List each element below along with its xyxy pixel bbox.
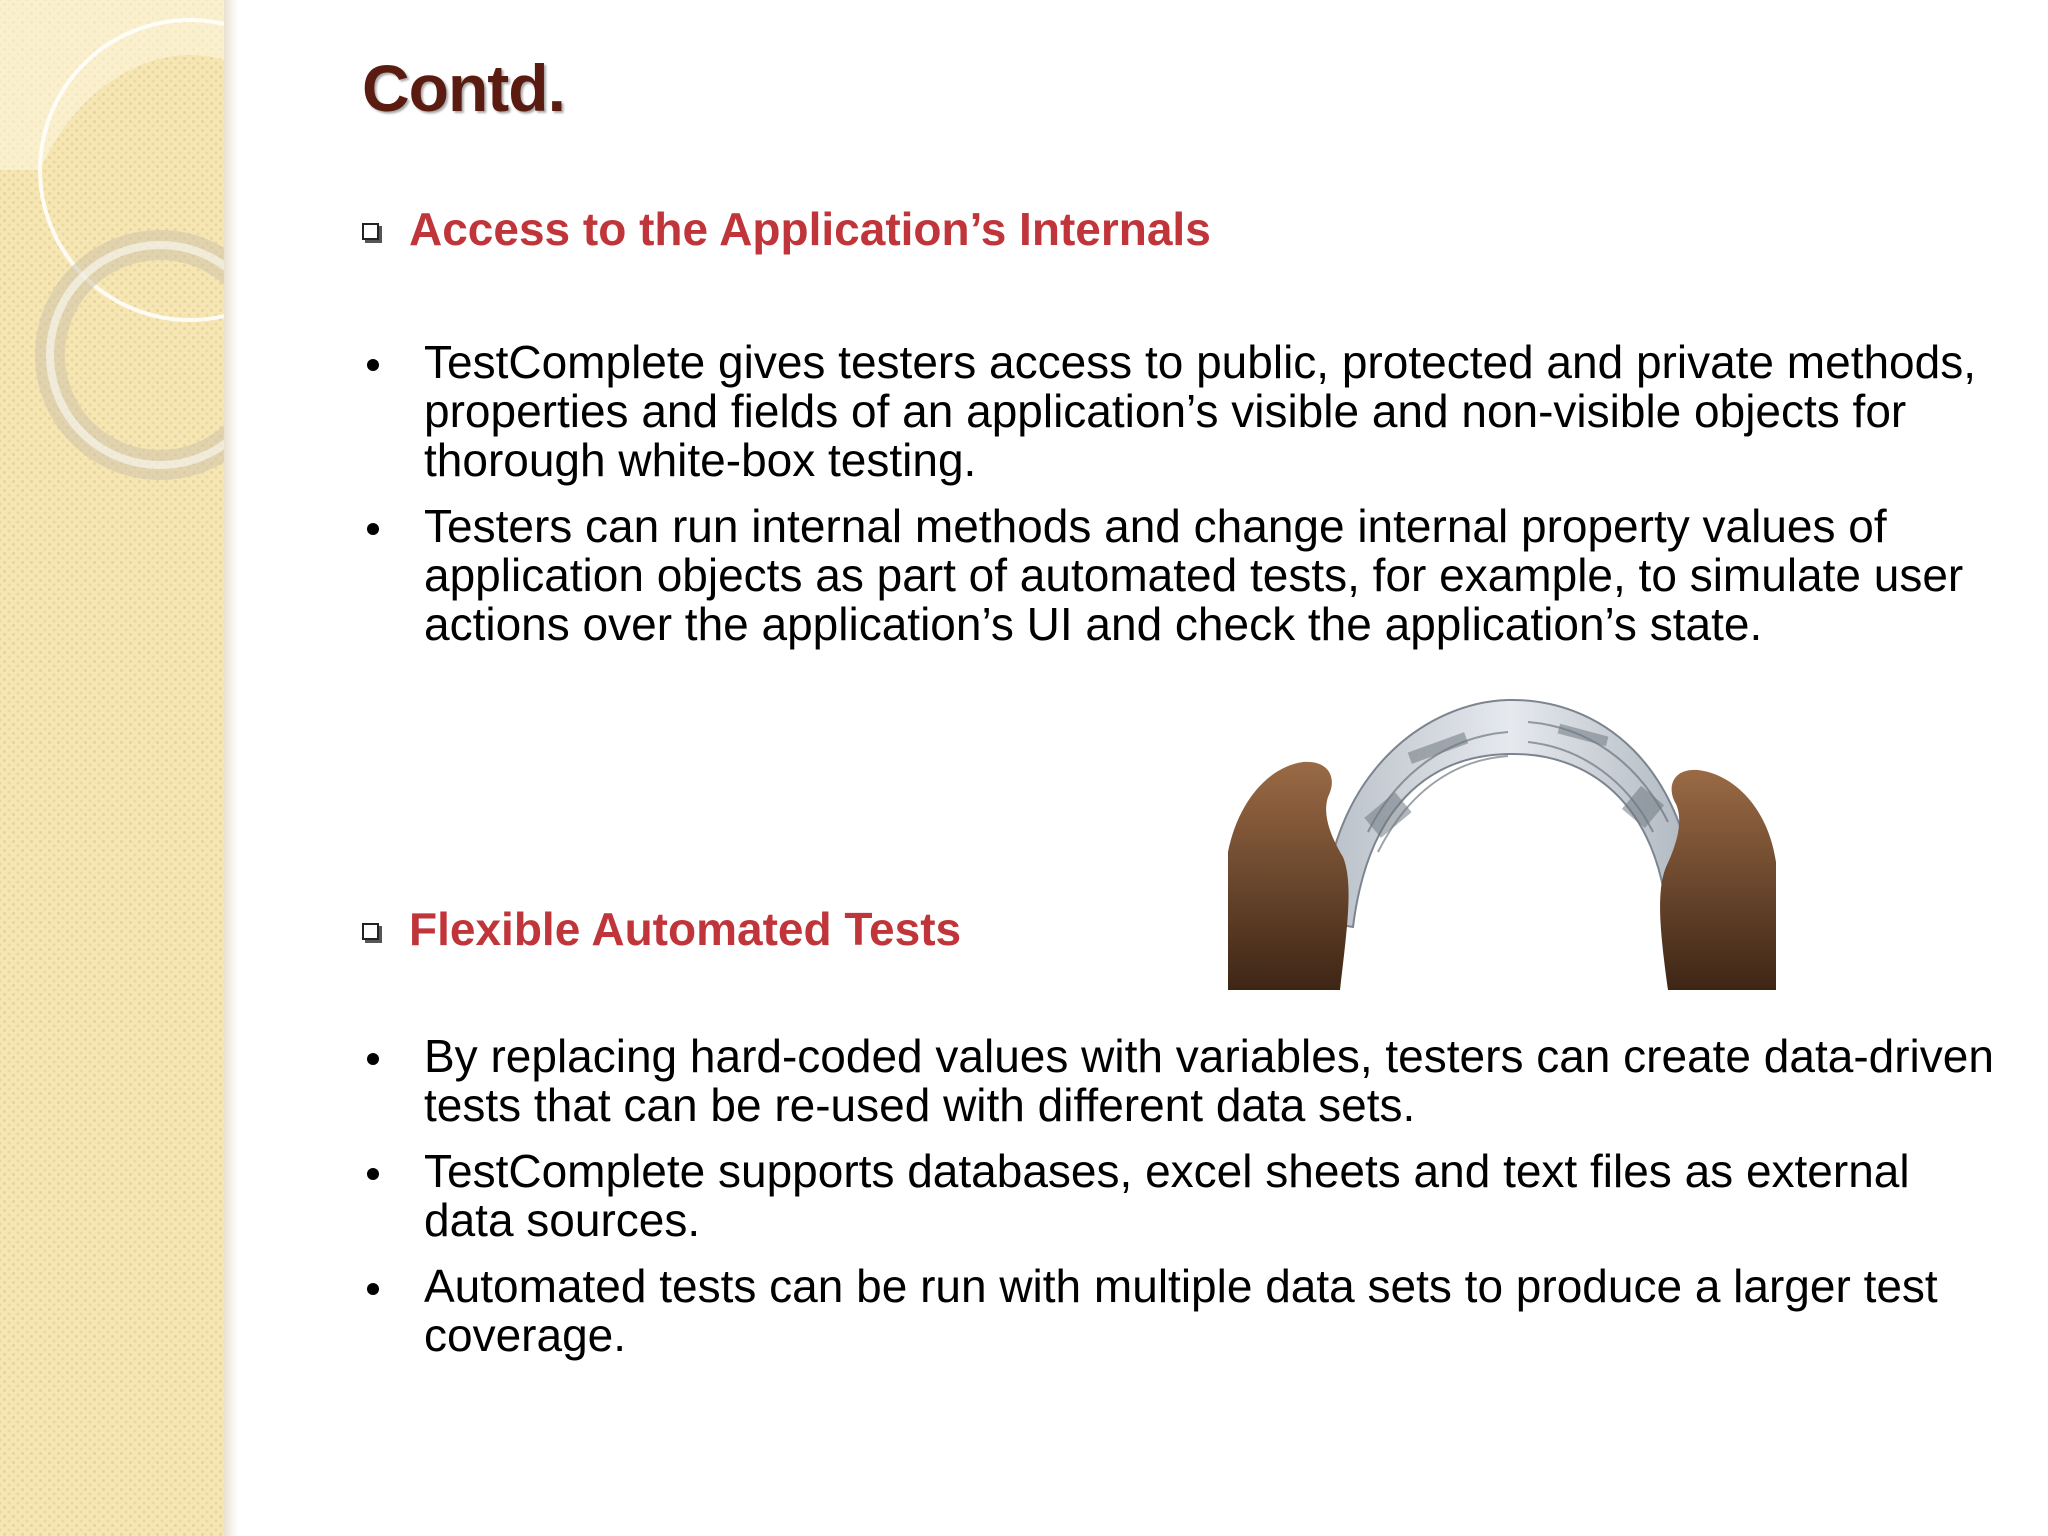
list-item-text: TestComplete gives testers access to public, protected and private methods, properties and fields of an application’s visible and non-visible objects for thorough white-box testing.: [424, 336, 1977, 486]
square-bullet-icon: [362, 923, 379, 940]
bullet-dot-icon: [367, 1283, 379, 1295]
list-item-text: Testers can run internal methods and change internal property values of application objects as part of automated tests, for example, to simulate user actions over the application’s UI and check the application’s state.: [424, 500, 1964, 650]
list-item: [362, 1032, 2002, 1130]
list-item-text: Automated tests can be run with multiple data sets to produce a larger test coverage.: [424, 1260, 1938, 1361]
square-bullet-icon: [362, 223, 379, 240]
list-item: [362, 1262, 2002, 1360]
section-heading-1: [362, 202, 1211, 256]
list-item: [362, 1147, 2002, 1245]
bullet-dot-icon: [367, 1168, 379, 1180]
section-heading-text: Flexible Automated Tests: [409, 903, 962, 955]
decorative-sidebar: [0, 0, 224, 1536]
section-heading-2: [362, 902, 961, 956]
bullet-list-1: [362, 338, 2002, 666]
list-item: [362, 502, 2002, 649]
decorative-rings: [0, 0, 224, 520]
section-heading-text: Access to the Application’s Internals: [409, 203, 1211, 255]
list-item: [362, 338, 2002, 485]
hands-bending-newspaper-photo: [1228, 682, 1776, 990]
slide-title: Contd.: [362, 51, 565, 125]
list-item-text: By replacing hard-coded values with variables, testers can create data-driven tests that can be re-used with different data sets.: [424, 1030, 1994, 1131]
bullet-dot-icon: [367, 359, 379, 371]
sidebar-shadow: [224, 0, 238, 1536]
bullet-list-2: [362, 1032, 2002, 1377]
list-item-text: TestComplete supports databases, excel sheets and text files as external data sources.: [424, 1145, 1910, 1246]
bullet-dot-icon: [367, 1053, 379, 1065]
bullet-dot-icon: [367, 523, 379, 535]
